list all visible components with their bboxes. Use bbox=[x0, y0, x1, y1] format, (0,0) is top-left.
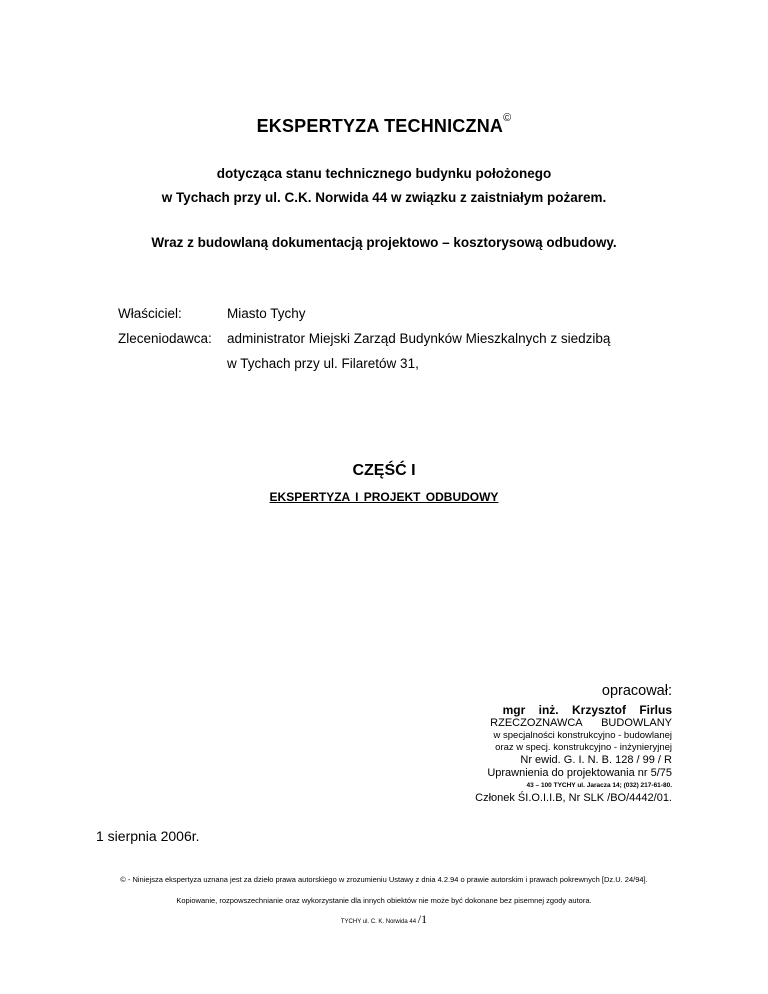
author-membership: Członek ŚI.O.I.I.B, Nr SLK /BO/4442/01. bbox=[475, 792, 672, 804]
author-role: RZECZOZNAWCA BUDOWLANY bbox=[490, 717, 672, 729]
client-address: w Tychach przy ul. Filaretów 31, bbox=[227, 356, 419, 371]
subtitle-line-1: dotycząca stanu technicznego budynku położonego bbox=[216, 166, 552, 181]
client-label: Zleceniodawca: bbox=[118, 331, 212, 346]
title-text: EKSPERTYZA TECHNICZNA bbox=[256, 116, 504, 136]
author-license: Uprawnienia do projektowania nr 5/75 bbox=[487, 767, 672, 779]
author-block bbox=[372, 683, 672, 805]
owner-label: Właściciel: bbox=[118, 306, 182, 321]
author-address: 43 – 100 TYCHY ul. Jaracza 14; (032) 217-61-80. bbox=[526, 782, 672, 789]
author-registration: Nr ewid. G. I. N. B. 128 / 99 / R bbox=[520, 754, 672, 766]
copyright-footnote-1: © - Niniejsza ekspertyza uznana jest za dzieło prawa autorskiego w zrozumieniu Ustawy z dnia 4.2.94 o prawie autorskim i prawach pokrewnych [Dz.U. 24/94]. bbox=[120, 875, 648, 884]
client-value: administrator Miejski Zarząd Budynków Mieszkalnych z siedzibą bbox=[227, 331, 611, 346]
author-specialty-1: w specjalności konstrukcyjno - budowlanej bbox=[493, 730, 672, 741]
part-title: CZĘŚĆ I bbox=[352, 462, 416, 479]
prepared-by-label: opracował: bbox=[601, 683, 672, 699]
copyright-footnote-2: Kopiowanie, rozpowszechnianie oraz wykorzystanie dla innych obiektów nie może być dokonane bez pisemnej zgody autora. bbox=[176, 896, 592, 905]
author-name: mgr inż. Krzysztof Firlus bbox=[502, 703, 672, 717]
part-subtitle: EKSPERTYZA I PROJEKT ODBUDOWY bbox=[269, 490, 499, 504]
footer-text: TYCHY ul. C. K. Norwida 44 bbox=[340, 919, 418, 925]
subtitle-line-2: w Tychach przy ul. C.K. Norwida 44 w związku z zaistniałym pożarem. bbox=[161, 190, 607, 205]
document-date: 1 sierpnia 2006r. bbox=[96, 828, 200, 844]
subtitle-line-3: Wraz z budowlaną dokumentacją projektowo – kosztorysową odbudowy. bbox=[151, 235, 617, 250]
page-footer bbox=[0, 912, 768, 927]
page-number: /1 bbox=[417, 912, 428, 926]
copyright-mark: © bbox=[503, 112, 512, 124]
document-title bbox=[0, 112, 768, 137]
author-specialty-2: oraz w specj. konstrukcyjno - inżynieryjnej bbox=[495, 742, 672, 753]
owner-value: Miasto Tychy bbox=[227, 306, 306, 321]
